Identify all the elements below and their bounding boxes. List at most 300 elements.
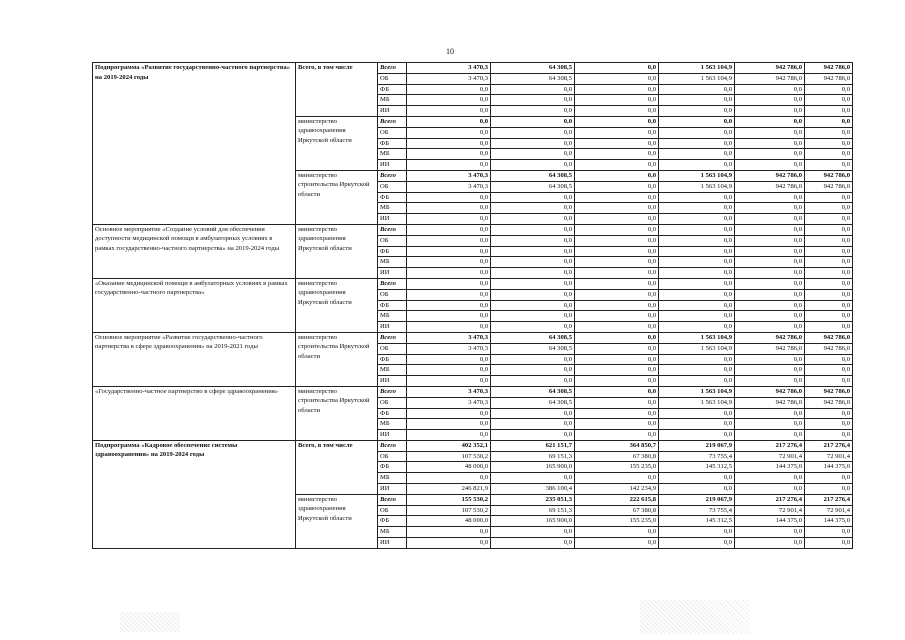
amount-cell: 0,0 xyxy=(575,332,659,343)
measure-description: Подпрограмма «Развитие государственно-частного партнерства» на 2019-2024 годы xyxy=(93,63,296,225)
amount-cell: 0,0 xyxy=(659,322,735,333)
amount-cell: 0,0 xyxy=(659,257,735,268)
amount-cell: 0,0 xyxy=(735,116,805,127)
amount-cell: 942 786,0 xyxy=(735,170,805,181)
amount-cell: 1 563 104,9 xyxy=(659,332,735,343)
amount-cell: 1 563 104,9 xyxy=(659,181,735,192)
amount-cell: 0,0 xyxy=(491,527,575,538)
amount-cell: 0,0 xyxy=(659,106,735,117)
amount-cell: 0,0 xyxy=(659,214,735,225)
amount-cell: 0,0 xyxy=(575,127,659,138)
scan-noise xyxy=(120,612,180,632)
amount-cell: 145 312,5 xyxy=(659,462,735,473)
amount-cell: 0,0 xyxy=(659,84,735,95)
amount-cell: 0,0 xyxy=(575,224,659,235)
amount-cell: 0,0 xyxy=(805,300,853,311)
amount-cell: 0,0 xyxy=(491,116,575,127)
scan-noise xyxy=(640,600,750,634)
funding-source-cell: МБ xyxy=(378,203,407,214)
amount-cell: 0,0 xyxy=(491,419,575,430)
amount-cell: 0,0 xyxy=(805,149,853,160)
amount-cell: 0,0 xyxy=(575,527,659,538)
funding-source-cell: МБ xyxy=(378,311,407,322)
amount-cell: 0,0 xyxy=(805,214,853,225)
amount-cell: 0,0 xyxy=(491,203,575,214)
amount-cell: 0,0 xyxy=(407,257,491,268)
funding-source-cell: МБ xyxy=(378,473,407,484)
amount-cell: 0,0 xyxy=(659,300,735,311)
executor-cell: министерство строительства Иркутской области xyxy=(296,170,378,224)
funding-source-cell: Всего xyxy=(378,116,407,127)
amount-cell: 0,0 xyxy=(805,127,853,138)
amount-cell: 0,0 xyxy=(659,354,735,365)
amount-cell: 64 308,5 xyxy=(491,397,575,408)
amount-cell: 1 563 104,9 xyxy=(659,397,735,408)
amount-cell: 145 312,5 xyxy=(659,516,735,527)
amount-cell: 107 530,2 xyxy=(407,505,491,516)
amount-cell: 0,0 xyxy=(659,95,735,106)
funding-source-cell: Всего xyxy=(378,440,407,451)
amount-cell: 0,0 xyxy=(407,106,491,117)
amount-cell: 0,0 xyxy=(805,354,853,365)
amount-cell: 0,0 xyxy=(407,160,491,171)
budget-table xyxy=(92,62,853,549)
amount-cell: 0,0 xyxy=(735,527,805,538)
amount-cell: 0,0 xyxy=(575,376,659,387)
amount-cell: 0,0 xyxy=(491,106,575,117)
funding-source-cell: ОБ xyxy=(378,181,407,192)
amount-cell: 0,0 xyxy=(805,84,853,95)
funding-source-cell: ИИ xyxy=(378,160,407,171)
amount-cell: 48 000,0 xyxy=(407,462,491,473)
amount-cell: 0,0 xyxy=(735,311,805,322)
amount-cell: 0,0 xyxy=(805,538,853,549)
amount-cell: 0,0 xyxy=(575,419,659,430)
table-row xyxy=(93,440,853,451)
amount-cell: 0,0 xyxy=(805,376,853,387)
amount-cell: 72 901,4 xyxy=(735,451,805,462)
amount-cell: 0,0 xyxy=(575,473,659,484)
amount-cell: 0,0 xyxy=(491,376,575,387)
amount-cell: 0,0 xyxy=(805,246,853,257)
amount-cell: 0,0 xyxy=(407,408,491,419)
amount-cell: 64 308,5 xyxy=(491,332,575,343)
amount-cell: 0,0 xyxy=(491,257,575,268)
amount-cell: 0,0 xyxy=(407,235,491,246)
amount-cell: 0,0 xyxy=(491,300,575,311)
amount-cell: 0,0 xyxy=(491,160,575,171)
amount-cell: 64 308,5 xyxy=(491,386,575,397)
amount-cell: 0,0 xyxy=(805,138,853,149)
amount-cell: 402 352,1 xyxy=(407,440,491,451)
amount-cell: 3 470,3 xyxy=(407,170,491,181)
amount-cell: 0,0 xyxy=(491,473,575,484)
amount-cell: 0,0 xyxy=(659,278,735,289)
amount-cell: 386 100,4 xyxy=(491,484,575,495)
amount-cell: 0,0 xyxy=(659,408,735,419)
funding-source-cell: МБ xyxy=(378,149,407,160)
table-row xyxy=(93,224,853,235)
amount-cell: 0,0 xyxy=(735,376,805,387)
funding-source-cell: Всего xyxy=(378,224,407,235)
amount-cell: 73 755,4 xyxy=(659,451,735,462)
funding-source-cell: МБ xyxy=(378,365,407,376)
amount-cell: 144 375,0 xyxy=(805,516,853,527)
amount-cell: 0,0 xyxy=(735,300,805,311)
amount-cell: 0,0 xyxy=(805,257,853,268)
amount-cell: 942 786,0 xyxy=(805,397,853,408)
amount-cell: 0,0 xyxy=(735,106,805,117)
amount-cell: 942 786,0 xyxy=(805,181,853,192)
measure-description: «Оказание медицинской помощи в амбулаторных условиях в рамках государственно-частного партнерства» xyxy=(93,278,296,332)
funding-source-cell: ОБ xyxy=(378,397,407,408)
amount-cell: 67 380,8 xyxy=(575,505,659,516)
funding-source-cell: МБ xyxy=(378,419,407,430)
funding-source-cell: МБ xyxy=(378,95,407,106)
amount-cell: 3 470,3 xyxy=(407,332,491,343)
amount-cell: 0,0 xyxy=(735,246,805,257)
amount-cell: 0,0 xyxy=(491,138,575,149)
amount-cell: 0,0 xyxy=(735,235,805,246)
amount-cell: 0,0 xyxy=(407,354,491,365)
amount-cell: 67 380,8 xyxy=(575,451,659,462)
amount-cell: 0,0 xyxy=(575,160,659,171)
amount-cell: 69 151,3 xyxy=(491,451,575,462)
amount-cell: 0,0 xyxy=(407,322,491,333)
amount-cell: 0,0 xyxy=(575,106,659,117)
amount-cell: 0,0 xyxy=(407,149,491,160)
amount-cell: 0,0 xyxy=(575,354,659,365)
amount-cell: 0,0 xyxy=(575,408,659,419)
amount-cell: 0,0 xyxy=(575,235,659,246)
amount-cell: 64 308,5 xyxy=(491,63,575,74)
amount-cell: 0,0 xyxy=(407,138,491,149)
amount-cell: 219 067,9 xyxy=(659,440,735,451)
amount-cell: 0,0 xyxy=(575,203,659,214)
funding-source-cell: ФБ xyxy=(378,84,407,95)
amount-cell: 0,0 xyxy=(805,235,853,246)
funding-source-cell: ИИ xyxy=(378,214,407,225)
amount-cell: 217 276,4 xyxy=(735,440,805,451)
amount-cell: 0,0 xyxy=(659,127,735,138)
amount-cell: 64 308,5 xyxy=(491,73,575,84)
amount-cell: 0,0 xyxy=(407,278,491,289)
amount-cell: 3 470,3 xyxy=(407,181,491,192)
amount-cell: 0,0 xyxy=(659,430,735,441)
amount-cell: 69 151,3 xyxy=(491,505,575,516)
amount-cell: 3 470,3 xyxy=(407,397,491,408)
amount-cell: 0,0 xyxy=(735,430,805,441)
amount-cell: 0,0 xyxy=(491,224,575,235)
executor-cell: министерство строительства Иркутской области xyxy=(296,332,378,386)
amount-cell: 942 786,0 xyxy=(805,332,853,343)
amount-cell: 0,0 xyxy=(735,473,805,484)
executor-cell: министерство здравоохранения Иркутской области xyxy=(296,224,378,278)
amount-cell: 0,0 xyxy=(575,257,659,268)
amount-cell: 0,0 xyxy=(407,473,491,484)
amount-cell: 155 235,0 xyxy=(575,462,659,473)
amount-cell: 217 276,4 xyxy=(805,494,853,505)
executor-cell: министерство строительства Иркутской области xyxy=(296,386,378,440)
amount-cell: 0,0 xyxy=(735,538,805,549)
amount-cell: 0,0 xyxy=(575,73,659,84)
amount-cell: 107 530,2 xyxy=(407,451,491,462)
amount-cell: 0,0 xyxy=(805,408,853,419)
funding-source-cell: ОБ xyxy=(378,73,407,84)
amount-cell: 0,0 xyxy=(491,235,575,246)
funding-source-cell: Всего xyxy=(378,63,407,74)
table-row xyxy=(93,386,853,397)
amount-cell: 0,0 xyxy=(491,365,575,376)
amount-cell: 0,0 xyxy=(491,311,575,322)
amount-cell: 0,0 xyxy=(735,95,805,106)
amount-cell: 0,0 xyxy=(491,289,575,300)
amount-cell: 0,0 xyxy=(805,289,853,300)
amount-cell: 219 067,9 xyxy=(659,494,735,505)
amount-cell: 0,0 xyxy=(805,106,853,117)
amount-cell: 0,0 xyxy=(575,278,659,289)
amount-cell: 942 786,0 xyxy=(735,397,805,408)
amount-cell: 0,0 xyxy=(407,300,491,311)
amount-cell: 0,0 xyxy=(575,311,659,322)
amount-cell: 0,0 xyxy=(805,419,853,430)
amount-cell: 0,0 xyxy=(735,138,805,149)
amount-cell: 0,0 xyxy=(735,84,805,95)
amount-cell: 0,0 xyxy=(491,268,575,279)
amount-cell: 942 786,0 xyxy=(735,332,805,343)
funding-source-cell: ОБ xyxy=(378,505,407,516)
amount-cell: 73 755,4 xyxy=(659,505,735,516)
amount-cell: 0,0 xyxy=(659,160,735,171)
amount-cell: 0,0 xyxy=(491,354,575,365)
funding-source-cell: ОБ xyxy=(378,343,407,354)
funding-source-cell: ИИ xyxy=(378,376,407,387)
amount-cell: 0,0 xyxy=(805,430,853,441)
amount-cell: 1 563 104,9 xyxy=(659,73,735,84)
amount-cell: 942 786,0 xyxy=(735,343,805,354)
amount-cell: 0,0 xyxy=(575,63,659,74)
amount-cell: 0,0 xyxy=(491,278,575,289)
amount-cell: 0,0 xyxy=(407,192,491,203)
amount-cell: 0,0 xyxy=(575,430,659,441)
amount-cell: 0,0 xyxy=(575,343,659,354)
amount-cell: 64 308,5 xyxy=(491,170,575,181)
amount-cell: 0,0 xyxy=(735,149,805,160)
amount-cell: 0,0 xyxy=(575,84,659,95)
funding-source-cell: Всего xyxy=(378,170,407,181)
amount-cell: 0,0 xyxy=(805,484,853,495)
amount-cell: 0,0 xyxy=(491,538,575,549)
amount-cell: 0,0 xyxy=(805,322,853,333)
amount-cell: 3 470,3 xyxy=(407,73,491,84)
amount-cell: 0,0 xyxy=(659,116,735,127)
amount-cell: 0,0 xyxy=(735,322,805,333)
measure-description: «Государственно-частное партнерство в сфере здравоохранения» xyxy=(93,386,296,440)
amount-cell: 0,0 xyxy=(407,116,491,127)
amount-cell: 144 375,0 xyxy=(735,462,805,473)
amount-cell: 0,0 xyxy=(575,397,659,408)
amount-cell: 942 786,0 xyxy=(735,181,805,192)
table-row xyxy=(93,332,853,343)
amount-cell: 0,0 xyxy=(407,376,491,387)
amount-cell: 0,0 xyxy=(407,289,491,300)
funding-source-cell: ФБ xyxy=(378,138,407,149)
amount-cell: 1 563 104,9 xyxy=(659,63,735,74)
amount-cell: 942 786,0 xyxy=(735,386,805,397)
funding-source-cell: ИИ xyxy=(378,322,407,333)
amount-cell: 0,0 xyxy=(575,538,659,549)
amount-cell: 0,0 xyxy=(659,527,735,538)
amount-cell: 0,0 xyxy=(407,203,491,214)
table-row xyxy=(93,278,853,289)
amount-cell: 0,0 xyxy=(659,473,735,484)
amount-cell: 0,0 xyxy=(735,419,805,430)
amount-cell: 0,0 xyxy=(491,430,575,441)
page-number: 10 xyxy=(446,47,454,56)
amount-cell: 3 470,3 xyxy=(407,343,491,354)
amount-cell: 0,0 xyxy=(735,268,805,279)
funding-source-cell: Всего xyxy=(378,278,407,289)
amount-cell: 942 786,0 xyxy=(805,63,853,74)
funding-source-cell: ФБ xyxy=(378,516,407,527)
funding-source-cell: ИИ xyxy=(378,106,407,117)
amount-cell: 0,0 xyxy=(407,365,491,376)
table-row xyxy=(93,63,853,74)
amount-cell: 0,0 xyxy=(407,246,491,257)
amount-cell: 364 850,7 xyxy=(575,440,659,451)
amount-cell: 0,0 xyxy=(805,278,853,289)
amount-cell: 0,0 xyxy=(659,138,735,149)
amount-cell: 0,0 xyxy=(659,376,735,387)
amount-cell: 0,0 xyxy=(407,430,491,441)
amount-cell: 0,0 xyxy=(491,127,575,138)
amount-cell: 217 276,4 xyxy=(805,440,853,451)
amount-cell: 72 901,4 xyxy=(805,505,853,516)
funding-source-cell: МБ xyxy=(378,527,407,538)
amount-cell: 0,0 xyxy=(407,214,491,225)
amount-cell: 942 786,0 xyxy=(805,343,853,354)
amount-cell: 1 563 104,9 xyxy=(659,343,735,354)
amount-cell: 0,0 xyxy=(659,246,735,257)
amount-cell: 0,0 xyxy=(407,84,491,95)
funding-source-cell: ОБ xyxy=(378,127,407,138)
amount-cell: 0,0 xyxy=(407,224,491,235)
funding-source-cell: ОБ xyxy=(378,235,407,246)
amount-cell: 942 786,0 xyxy=(735,63,805,74)
executor-cell: министерство здравоохранения Иркутской области xyxy=(296,116,378,170)
amount-cell: 0,0 xyxy=(575,170,659,181)
funding-source-cell: ФБ xyxy=(378,300,407,311)
funding-source-cell: МБ xyxy=(378,257,407,268)
amount-cell: 0,0 xyxy=(735,224,805,235)
table-body xyxy=(93,63,853,549)
funding-source-cell: ОБ xyxy=(378,451,407,462)
amount-cell: 0,0 xyxy=(659,365,735,376)
amount-cell: 0,0 xyxy=(659,235,735,246)
funding-source-cell: ФБ xyxy=(378,354,407,365)
funding-source-cell: ОБ xyxy=(378,289,407,300)
amount-cell: 0,0 xyxy=(575,95,659,106)
amount-cell: 0,0 xyxy=(491,95,575,106)
amount-cell: 0,0 xyxy=(735,408,805,419)
amount-cell: 0,0 xyxy=(491,192,575,203)
amount-cell: 235 051,3 xyxy=(491,494,575,505)
amount-cell: 942 786,0 xyxy=(735,73,805,84)
amount-cell: 0,0 xyxy=(575,149,659,160)
amount-cell: 0,0 xyxy=(491,322,575,333)
amount-cell: 0,0 xyxy=(735,214,805,225)
amount-cell: 0,0 xyxy=(805,116,853,127)
amount-cell: 0,0 xyxy=(659,192,735,203)
amount-cell: 942 786,0 xyxy=(805,386,853,397)
amount-cell: 155 530,2 xyxy=(407,494,491,505)
measure-description: Подпрограмма «Кадровое обеспечение системы здравоохранения» на 2019-2024 годы xyxy=(93,440,296,548)
amount-cell: 222 615,8 xyxy=(575,494,659,505)
amount-cell: 0,0 xyxy=(805,268,853,279)
amount-cell: 0,0 xyxy=(575,116,659,127)
amount-cell: 144 375,0 xyxy=(805,462,853,473)
amount-cell: 0,0 xyxy=(659,149,735,160)
amount-cell: 0,0 xyxy=(735,484,805,495)
amount-cell: 0,0 xyxy=(575,289,659,300)
amount-cell: 0,0 xyxy=(491,84,575,95)
amount-cell: 0,0 xyxy=(575,138,659,149)
amount-cell: 0,0 xyxy=(659,419,735,430)
amount-cell: 1 563 104,9 xyxy=(659,170,735,181)
amount-cell: 0,0 xyxy=(659,289,735,300)
funding-source-cell: Всего xyxy=(378,332,407,343)
funding-source-cell: ИИ xyxy=(378,430,407,441)
amount-cell: 942 786,0 xyxy=(805,73,853,84)
amount-cell: 0,0 xyxy=(407,419,491,430)
amount-cell: 1 563 104,9 xyxy=(659,386,735,397)
amount-cell: 0,0 xyxy=(735,289,805,300)
amount-cell: 0,0 xyxy=(575,268,659,279)
executor-cell: Всего, в том числе xyxy=(296,63,378,117)
amount-cell: 0,0 xyxy=(407,95,491,106)
amount-cell: 0,0 xyxy=(575,181,659,192)
amount-cell: 0,0 xyxy=(805,224,853,235)
amount-cell: 0,0 xyxy=(805,311,853,322)
funding-source-cell: ФБ xyxy=(378,462,407,473)
funding-source-cell: Всего xyxy=(378,494,407,505)
funding-source-cell: ИИ xyxy=(378,538,407,549)
amount-cell: 165 900,0 xyxy=(491,516,575,527)
amount-cell: 0,0 xyxy=(805,365,853,376)
amount-cell: 0,0 xyxy=(407,538,491,549)
funding-source-cell: ИИ xyxy=(378,484,407,495)
amount-cell: 0,0 xyxy=(805,527,853,538)
amount-cell: 0,0 xyxy=(805,160,853,171)
amount-cell: 0,0 xyxy=(491,149,575,160)
amount-cell: 165 900,0 xyxy=(491,462,575,473)
funding-source-cell: ФБ xyxy=(378,408,407,419)
amount-cell: 0,0 xyxy=(735,160,805,171)
funding-source-cell: ФБ xyxy=(378,246,407,257)
amount-cell: 0,0 xyxy=(407,527,491,538)
executor-cell: Всего, в том числе xyxy=(296,440,378,494)
amount-cell: 155 235,0 xyxy=(575,516,659,527)
amount-cell: 0,0 xyxy=(407,268,491,279)
amount-cell: 217 276,4 xyxy=(735,494,805,505)
amount-cell: 0,0 xyxy=(659,538,735,549)
amount-cell: 72 901,4 xyxy=(735,505,805,516)
amount-cell: 0,0 xyxy=(575,246,659,257)
amount-cell: 0,0 xyxy=(805,473,853,484)
amount-cell: 0,0 xyxy=(491,408,575,419)
amount-cell: 942 786,0 xyxy=(805,170,853,181)
amount-cell: 64 308,5 xyxy=(491,343,575,354)
